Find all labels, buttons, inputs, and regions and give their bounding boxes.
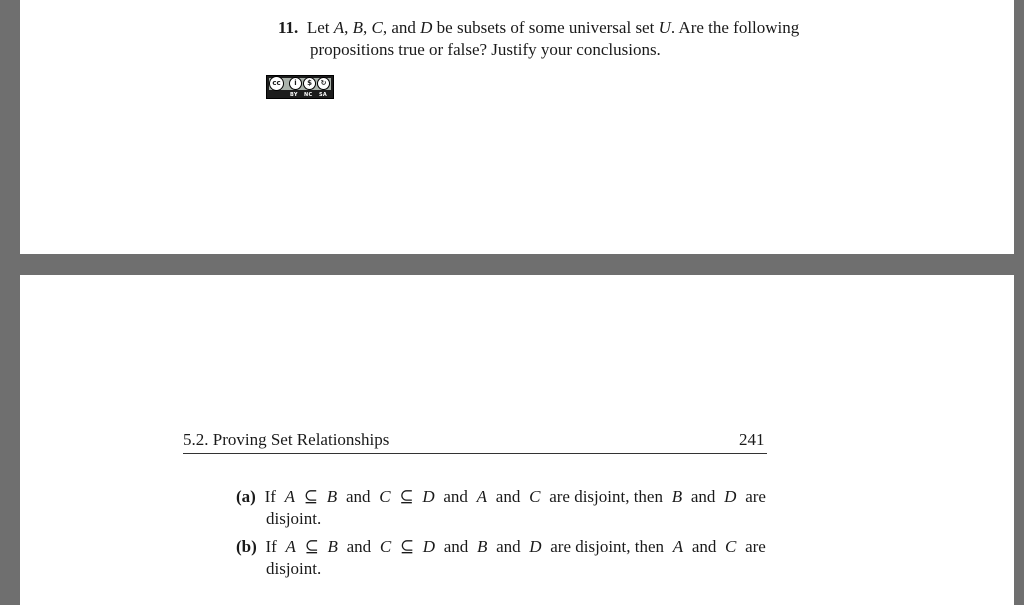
- item-b-line-2: disjoint.: [266, 559, 322, 578]
- item-a-line-1: (a) If A ⊆ B and C ⊆ D and A and C are disjoint, then B and D are: [236, 487, 766, 506]
- problem-number: 11.: [278, 18, 299, 37]
- item-b-line-1: (b) If A ⊆ B and C ⊆ D and B and D are disjoint, then A and C are: [236, 537, 766, 556]
- header-rule: [183, 453, 767, 454]
- page-top: [20, 0, 1014, 254]
- attribution-icon: i: [289, 77, 302, 90]
- cc-icon: cc: [269, 76, 284, 91]
- badge-label-nc: NC: [304, 92, 313, 98]
- section-title: 5.2. Proving Set Relationships: [183, 430, 390, 449]
- problem-line-1: 11. Let A, B, C, and D be subsets of some universal set U. Are the following: [278, 18, 800, 37]
- sharealike-icon: ↻: [317, 77, 330, 90]
- noncommercial-icon: $: [303, 77, 316, 90]
- badge-label-by: BY: [290, 92, 298, 98]
- cc-license-badge: [266, 75, 334, 99]
- page-number: 241: [739, 430, 765, 449]
- problem-line-2: propositions true or false? Justify your conclusions.: [310, 40, 661, 59]
- page-bottom: [20, 275, 1014, 605]
- item-a-line-2: disjoint.: [266, 509, 322, 528]
- badge-label-sa: SA: [319, 92, 328, 98]
